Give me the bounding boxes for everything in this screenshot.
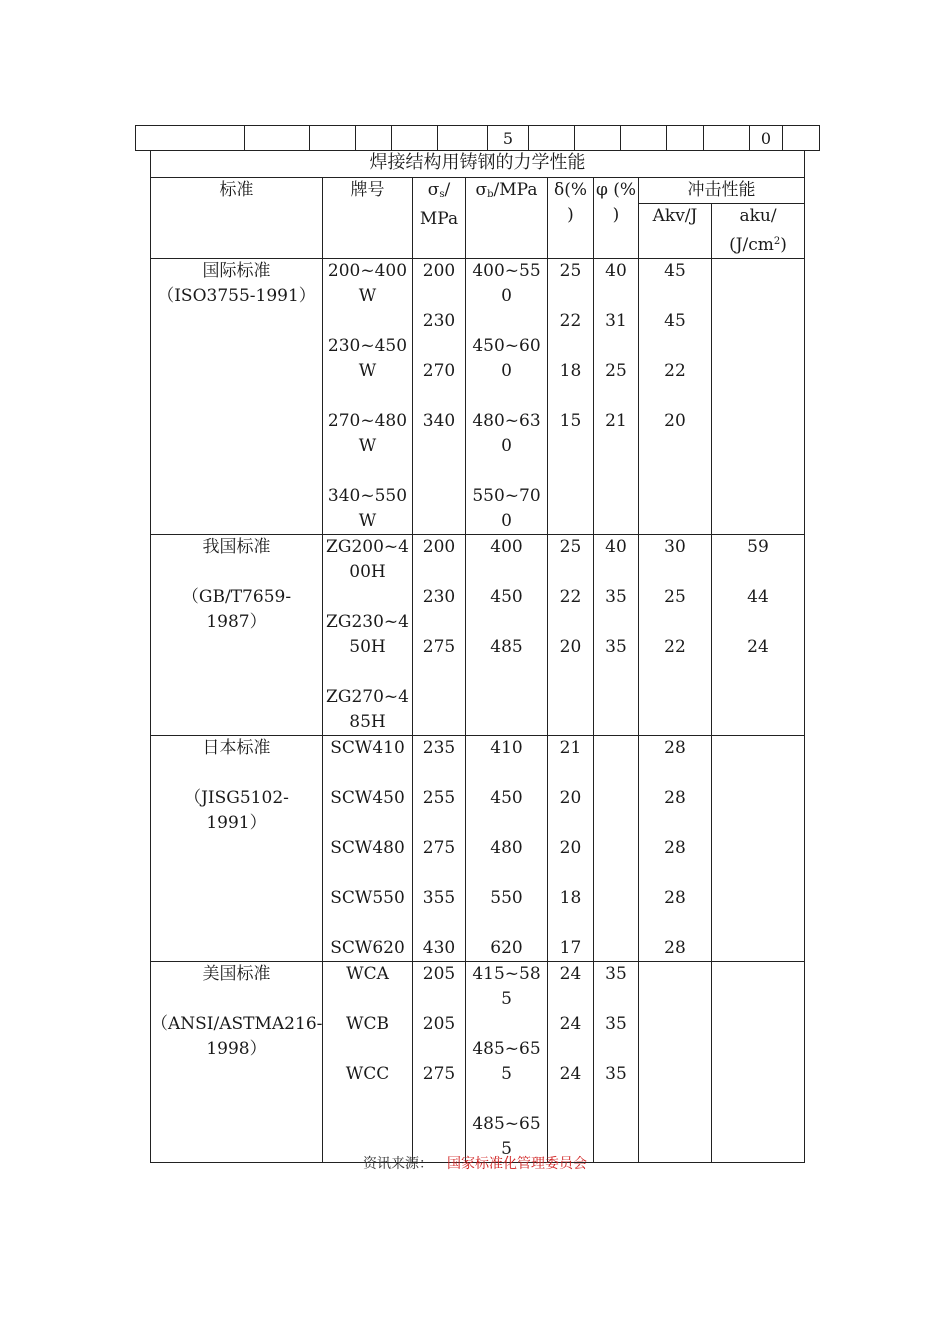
header-row-1 — [151, 178, 805, 204]
fragment-cell — [783, 126, 820, 151]
delta-cell: 25 22 18 15 — [548, 259, 594, 535]
header-delta: δ(% ) — [548, 178, 594, 259]
fragment-cell — [704, 126, 750, 151]
sigma-b-unit: /MPa — [493, 180, 538, 200]
sigma-s-cell: 200 230 270 340 — [413, 259, 466, 535]
sigma-s-cell: 205 205 275 — [413, 962, 466, 1163]
sigma-b-cell: 410 450 480 550 620 — [466, 736, 548, 962]
standard-cell: 国际标准 （ISO3755-1991） — [151, 259, 323, 535]
aku-cell: 59 44 24 — [712, 535, 805, 736]
sigma-b-cell: 400 450 485 — [466, 535, 548, 736]
table-row — [151, 962, 805, 1163]
header-sigma-b — [466, 178, 548, 259]
standard-cell: 美国标准 （ANSI/ASTMA216- 1998） — [151, 962, 323, 1163]
header-akv: Akv/J — [639, 204, 712, 259]
aku-cell — [712, 736, 805, 962]
previous-table-fragment — [135, 125, 820, 151]
aku-close: ) — [780, 235, 787, 255]
fragment-cell — [529, 126, 575, 151]
fragment-cell: 0 — [750, 126, 783, 151]
fragment-cell — [392, 126, 438, 151]
delta-cell: 24 24 24 — [548, 962, 594, 1163]
aku-label: aku/ (J/cm — [729, 206, 777, 255]
footer-source — [0, 1153, 950, 1173]
akv-cell: 45 45 22 20 — [639, 259, 712, 535]
aku-superscript: 2 — [773, 236, 781, 247]
table-title: 焊接结构用铸钢的力学性能 — [151, 151, 805, 178]
grade-cell: SCW410 SCW450 SCW480 SCW550 SCW620 — [323, 736, 413, 962]
source-link[interactable]: 国家标准化管理委员会 — [447, 1156, 587, 1172]
header-aku — [712, 204, 805, 259]
fragment-cell — [667, 126, 704, 151]
phi-cell: 40 35 35 — [594, 535, 639, 736]
fragment-cell — [356, 126, 392, 151]
akv-cell: 28 28 28 28 28 — [639, 736, 712, 962]
fragment-cell — [621, 126, 667, 151]
standard-cell: 日本标准 （JISG5102- 1991） — [151, 736, 323, 962]
sigma-b-cell: 400~55 0 450~60 0 480~63 0 550~70 0 — [466, 259, 548, 535]
phi-cell: 35 35 35 — [594, 962, 639, 1163]
fragment-cell — [245, 126, 310, 151]
fragment-cell — [310, 126, 356, 151]
sigma-b-cell: 415~58 5 485~65 5 485~65 5 — [466, 962, 548, 1163]
fragment-cell: 5 — [488, 126, 529, 151]
delta-cell: 25 22 20 — [548, 535, 594, 736]
source-label: 资讯来源： — [363, 1156, 433, 1172]
sigma-s-cell: 235 255 275 355 430 — [413, 736, 466, 962]
sigma-s-cell: 200 230 275 — [413, 535, 466, 736]
sigma-s-unit: / MPa — [419, 180, 459, 229]
header-sigma-s — [413, 178, 466, 259]
akv-cell — [639, 962, 712, 1163]
header-grade: 牌号 — [323, 178, 413, 259]
cast-steel-properties-table — [150, 150, 805, 1163]
sigma-b-subscript: b — [487, 189, 494, 200]
table-row — [151, 736, 805, 962]
sigma-b-symbol: σ — [475, 180, 488, 200]
delta-cell: 21 20 20 18 17 — [548, 736, 594, 962]
header-phi: φ (% ) — [594, 178, 639, 259]
fragment-cell — [575, 126, 621, 151]
phi-cell — [594, 736, 639, 962]
fragment-cell — [136, 126, 245, 151]
grade-cell: 200~400 W 230~450 W 270~480 W 340~550 W — [323, 259, 413, 535]
title-row — [151, 151, 805, 178]
phi-cell: 40 31 25 21 — [594, 259, 639, 535]
fragment-cell — [438, 126, 488, 151]
standard-cell: 我国标准 （GB/T7659- 1987） — [151, 535, 323, 736]
grade-cell: WCA WCB WCC — [323, 962, 413, 1163]
aku-cell — [712, 962, 805, 1163]
grade-cell: ZG200~4 00H ZG230~4 50H ZG270~4 85H — [323, 535, 413, 736]
aku-cell — [712, 259, 805, 535]
fragment-row — [136, 126, 820, 151]
table-row — [151, 535, 805, 736]
akv-cell: 30 25 22 — [639, 535, 712, 736]
sigma-s-symbol: σ — [427, 180, 440, 200]
header-standard: 标准 — [151, 178, 323, 259]
sigma-s-subscript: s — [439, 189, 445, 200]
table-row — [151, 259, 805, 535]
header-impact: 冲击性能 — [639, 178, 805, 204]
